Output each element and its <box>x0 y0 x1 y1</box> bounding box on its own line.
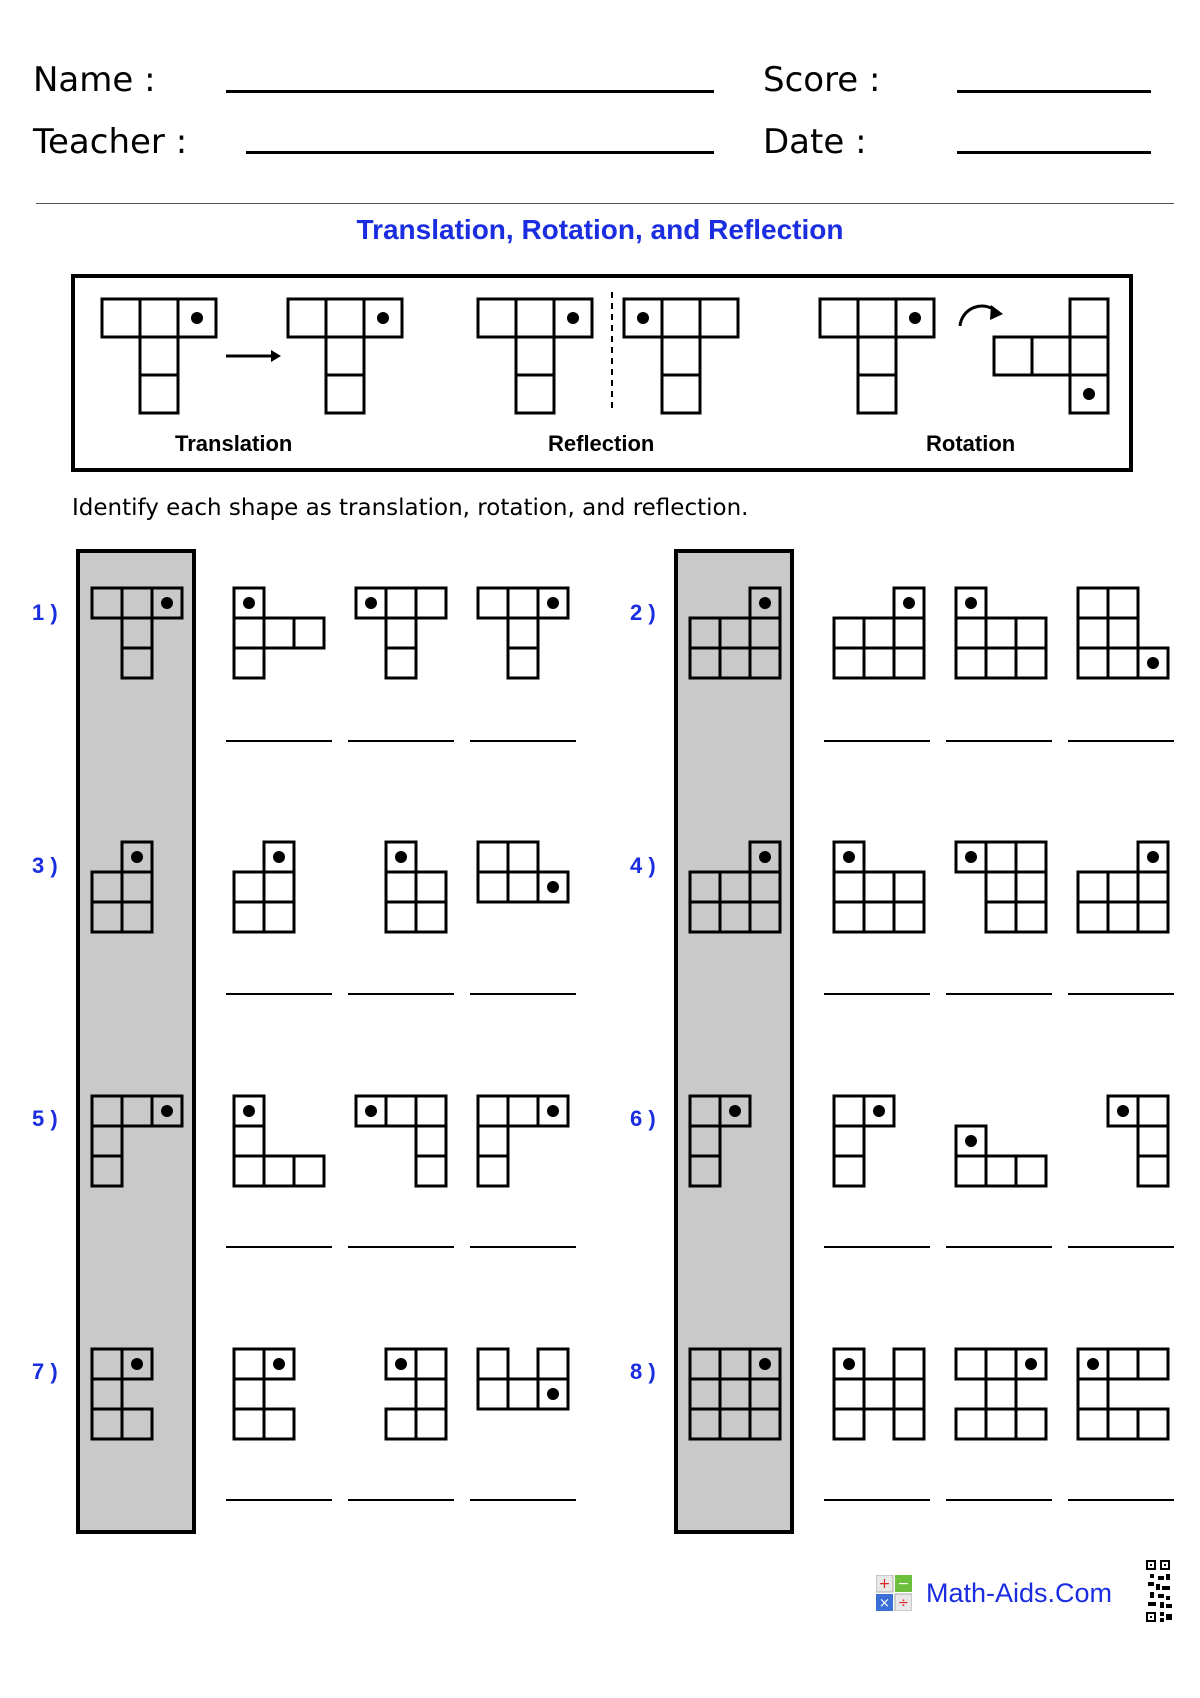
shape-cell <box>1016 902 1046 932</box>
shape-cell <box>690 1409 720 1439</box>
shape-cell <box>122 1409 152 1439</box>
shape-cell <box>122 588 152 618</box>
candidate-shape <box>956 1349 1046 1439</box>
shape-cell <box>834 1409 864 1439</box>
shape-cell <box>1108 1349 1138 1379</box>
shape-dot <box>759 851 771 863</box>
shape-cell <box>720 618 750 648</box>
shape-cell <box>294 1156 324 1186</box>
shape-cell <box>1016 1156 1046 1186</box>
question-number: 4 ) <box>630 853 656 878</box>
shape-cell <box>864 872 894 902</box>
page-title: Translation, Rotation, and Reflection <box>356 214 844 245</box>
shape-cell <box>720 648 750 678</box>
shape-dot <box>873 1105 885 1117</box>
candidate-shape <box>234 842 294 932</box>
original-shape <box>92 1096 182 1186</box>
shape-cell <box>750 902 780 932</box>
candidate-shape <box>356 1096 446 1186</box>
question-number: 5 ) <box>32 1106 58 1131</box>
shape-dot <box>547 881 559 893</box>
shape-cell <box>1078 1379 1108 1409</box>
candidate-shape <box>386 842 446 932</box>
shape-cell <box>986 1349 1016 1379</box>
answer-line[interactable] <box>946 1499 1052 1501</box>
shape-cell <box>1108 1409 1138 1439</box>
shape-cell <box>234 1156 264 1186</box>
candidate-shape <box>956 842 1046 932</box>
candidate-shape <box>478 842 568 902</box>
shape-cell <box>986 842 1016 872</box>
svg-text:−: − <box>897 1576 910 1592</box>
shape-cell <box>416 1409 446 1439</box>
shape-cell <box>478 872 508 902</box>
shape-cell <box>720 872 750 902</box>
answer-line[interactable] <box>824 1246 930 1248</box>
question-number: 2 ) <box>630 600 656 625</box>
candidate-shape <box>1108 1096 1168 1186</box>
shape-cell <box>508 618 538 648</box>
shape-cell <box>864 902 894 932</box>
shape-cell <box>1138 1349 1168 1379</box>
shape-cell <box>122 1096 152 1126</box>
shape-cell <box>1016 618 1046 648</box>
shape-cell <box>864 1379 894 1409</box>
shape-cell <box>750 872 780 902</box>
candidate-shape <box>234 588 324 678</box>
shape-cell <box>538 1349 568 1379</box>
shape-cell <box>416 872 446 902</box>
footer-site-link[interactable]: Math-Aids.Com <box>926 1578 1113 1608</box>
candidate-shape <box>478 1096 568 1186</box>
answer-line[interactable] <box>470 740 576 742</box>
shape-cell <box>894 1349 924 1379</box>
shape-cell <box>264 618 294 648</box>
shape-cell <box>894 1379 924 1409</box>
original-shape <box>690 1096 750 1186</box>
shape-cell <box>834 902 864 932</box>
qr-code-icon <box>1146 1560 1172 1622</box>
shape-cell <box>894 1409 924 1439</box>
shape-cell <box>386 872 416 902</box>
shape-dot <box>965 597 977 609</box>
shape-cell <box>986 1379 1016 1409</box>
shape-cell <box>834 648 864 678</box>
shape-cell <box>508 842 538 872</box>
shape-dot <box>547 597 559 609</box>
question-number: 1 ) <box>32 600 58 625</box>
shape-cell <box>956 1349 986 1379</box>
shape-dot <box>903 597 915 609</box>
shape-cell <box>234 1349 264 1379</box>
shape-cell <box>1078 1409 1108 1439</box>
shape-cell <box>1016 648 1046 678</box>
shape-cell <box>1108 648 1138 678</box>
question-number: 7 ) <box>32 1359 58 1384</box>
shape-cell <box>1138 1126 1168 1156</box>
shape-cell <box>894 648 924 678</box>
shape-cell <box>122 648 152 678</box>
instructions: Identify each shape as translation, rotation, and reflection. <box>72 495 749 521</box>
shape-cell <box>92 1156 122 1186</box>
shape-cell <box>986 1156 1016 1186</box>
shape-cell <box>834 1126 864 1156</box>
shape-dot <box>131 1358 143 1370</box>
candidate-shape <box>478 1349 568 1409</box>
shape-cell <box>956 618 986 648</box>
shape-dot <box>1147 851 1159 863</box>
shape-dot <box>729 1105 741 1117</box>
shape-cell <box>386 1096 416 1126</box>
shape-dot <box>1087 1358 1099 1370</box>
shape-cell <box>834 618 864 648</box>
candidate-shape <box>234 1096 324 1186</box>
shape-cell <box>690 902 720 932</box>
shape-cell <box>416 1349 446 1379</box>
shape-dot <box>273 1358 285 1370</box>
candidate-shape <box>834 1349 924 1439</box>
shape-cell <box>1108 588 1138 618</box>
shape-cell <box>690 1349 720 1379</box>
shape-cell <box>234 1126 264 1156</box>
shape-cell <box>750 618 780 648</box>
shape-cell <box>508 1096 538 1126</box>
name-label: Name : <box>33 60 156 100</box>
shape-cell <box>478 1349 508 1379</box>
answer-line[interactable] <box>470 993 576 995</box>
answer-line[interactable] <box>946 993 1052 995</box>
shape-cell <box>386 648 416 678</box>
shape-cell <box>690 1156 720 1186</box>
shape-cell <box>508 588 538 618</box>
shape-cell <box>894 618 924 648</box>
shape-dot <box>395 1358 407 1370</box>
candidate-shape <box>386 1349 446 1439</box>
answer-line[interactable] <box>1068 1246 1174 1248</box>
shape-cell <box>986 1409 1016 1439</box>
shape-cell <box>264 1409 294 1439</box>
original-shape <box>690 1349 780 1439</box>
shape-dot <box>1025 1358 1037 1370</box>
shape-cell <box>416 1156 446 1186</box>
answer-line[interactable] <box>226 1246 332 1248</box>
shape-cell <box>956 1409 986 1439</box>
shape-cell <box>122 618 152 648</box>
shape-cell <box>750 648 780 678</box>
candidate-shape <box>834 588 924 678</box>
shape-cell <box>720 1349 750 1379</box>
candidate-shape <box>956 588 1046 678</box>
shape-dot <box>1147 657 1159 669</box>
shape-cell <box>416 902 446 932</box>
answer-line[interactable] <box>1068 1499 1174 1501</box>
shape-cell <box>234 1379 264 1409</box>
shape-cell <box>1138 1156 1168 1186</box>
shape-cell <box>834 872 864 902</box>
shape-cell <box>956 1156 986 1186</box>
shape-cell <box>234 618 264 648</box>
shape-cell <box>834 1156 864 1186</box>
shape-cell <box>122 902 152 932</box>
shape-dot <box>547 1388 559 1400</box>
answer-line[interactable] <box>348 740 454 742</box>
date-label: Date : <box>763 122 867 162</box>
shape-cell <box>478 1126 508 1156</box>
original-shape <box>92 1349 152 1439</box>
shape-dot <box>965 851 977 863</box>
shape-dot <box>759 597 771 609</box>
answer-line[interactable] <box>824 1499 930 1501</box>
shape-dot <box>547 1105 559 1117</box>
shape-cell <box>1016 842 1046 872</box>
shape-cell <box>1138 902 1168 932</box>
answer-line[interactable] <box>1068 740 1174 742</box>
shape-cell <box>264 902 294 932</box>
candidate-shape <box>1078 588 1168 678</box>
shape-cell <box>834 1379 864 1409</box>
shape-cell <box>1108 902 1138 932</box>
shape-cell <box>690 648 720 678</box>
shape-cell <box>234 648 264 678</box>
shape-cell <box>986 648 1016 678</box>
answer-line[interactable] <box>348 1246 454 1248</box>
candidate-shape <box>1078 1349 1168 1439</box>
shape-cell <box>264 1156 294 1186</box>
candidate-shape <box>356 588 446 678</box>
shape-dot <box>843 851 855 863</box>
shape-cell <box>690 872 720 902</box>
shape-cell <box>1078 648 1108 678</box>
shape-cell <box>1078 588 1108 618</box>
shape-cell <box>690 618 720 648</box>
shape-cell <box>386 588 416 618</box>
shape-cell <box>234 1409 264 1439</box>
shape-cell <box>478 588 508 618</box>
shape-cell <box>416 588 446 618</box>
shape-cell <box>690 1379 720 1409</box>
shape-cell <box>894 902 924 932</box>
shape-cell <box>386 1409 416 1439</box>
shape-cell <box>92 1349 122 1379</box>
candidate-shape <box>234 1349 294 1439</box>
shape-cell <box>234 902 264 932</box>
shape-cell <box>416 1379 446 1409</box>
shape-cell <box>294 618 324 648</box>
question-number: 6 ) <box>630 1106 656 1131</box>
original-shape <box>690 588 780 678</box>
shape-cell <box>1078 618 1108 648</box>
candidate-shape <box>478 588 568 678</box>
shape-cell <box>720 1409 750 1439</box>
shape-dot <box>131 851 143 863</box>
shape-cell <box>690 1096 720 1126</box>
shape-dot <box>365 597 377 609</box>
shape-cell <box>92 588 122 618</box>
shape-cell <box>750 1409 780 1439</box>
shape-cell <box>416 1126 446 1156</box>
candidate-shape <box>956 1126 1046 1186</box>
shape-cell <box>92 902 122 932</box>
shape-cell <box>1078 872 1108 902</box>
shape-cell <box>750 1379 780 1409</box>
shape-cell <box>1138 1409 1168 1439</box>
shape-cell <box>92 1126 122 1156</box>
original-shape <box>690 842 780 932</box>
shape-cell <box>234 872 264 902</box>
shape-dot <box>161 1105 173 1117</box>
shape-cell <box>1016 1409 1046 1439</box>
shape-cell <box>690 1126 720 1156</box>
shape-cell <box>508 872 538 902</box>
answer-line[interactable] <box>226 740 332 742</box>
candidate-shape <box>834 842 924 932</box>
shape-dot <box>273 851 285 863</box>
answer-line[interactable] <box>946 740 1052 742</box>
shape-cell <box>92 1379 122 1409</box>
translation-label: Translation <box>175 431 293 456</box>
shape-cell <box>386 618 416 648</box>
answer-line[interactable] <box>470 1499 576 1501</box>
shape-cell <box>1138 872 1168 902</box>
shape-cell <box>864 648 894 678</box>
answer-line[interactable] <box>824 993 930 995</box>
shape-dot <box>1117 1105 1129 1117</box>
shape-cell <box>508 648 538 678</box>
svg-text:+: + <box>878 1576 891 1592</box>
rotation-label: Rotation <box>926 431 1016 456</box>
shape-cell <box>508 1379 538 1409</box>
question-number: 3 ) <box>32 853 58 878</box>
shape-dot <box>395 851 407 863</box>
shape-dot <box>243 1105 255 1117</box>
answer-line[interactable] <box>348 1499 454 1501</box>
candidate-shape <box>834 1096 894 1186</box>
score-label: Score : <box>763 60 881 100</box>
original-shape <box>92 588 182 678</box>
shape-dot <box>759 1358 771 1370</box>
answer-line[interactable] <box>348 993 454 995</box>
shape-cell <box>478 1379 508 1409</box>
answer-line[interactable] <box>946 1246 1052 1248</box>
svg-text:÷: ÷ <box>898 1596 909 1611</box>
shape-cell <box>122 872 152 902</box>
answer-line[interactable] <box>1068 993 1174 995</box>
shape-dot <box>965 1135 977 1147</box>
shape-cell <box>92 1409 122 1439</box>
shape-dot <box>161 597 173 609</box>
question-number: 8 ) <box>630 1359 656 1384</box>
shape-cell <box>834 1096 864 1126</box>
candidate-shape <box>1078 842 1168 932</box>
shape-cell <box>264 872 294 902</box>
shape-cell <box>478 1156 508 1186</box>
shape-cell <box>1108 872 1138 902</box>
answer-line[interactable] <box>470 1246 576 1248</box>
svg-text:×: × <box>879 1596 890 1611</box>
shape-cell <box>92 872 122 902</box>
calculator-logo-icon <box>876 1575 912 1611</box>
shape-dot <box>843 1358 855 1370</box>
shape-cell <box>720 902 750 932</box>
shape-cell <box>416 1096 446 1126</box>
answer-line[interactable] <box>824 740 930 742</box>
shape-cell <box>864 618 894 648</box>
shape-cell <box>1016 872 1046 902</box>
shape-cell <box>986 902 1016 932</box>
shape-cell <box>894 872 924 902</box>
shape-dot <box>243 597 255 609</box>
shape-cell <box>1108 618 1138 648</box>
shape-cell <box>478 842 508 872</box>
shape-cell <box>386 902 416 932</box>
shape-cell <box>986 618 1016 648</box>
shape-dot <box>365 1105 377 1117</box>
shape-cell <box>1078 902 1108 932</box>
shape-cell <box>1138 1096 1168 1126</box>
teacher-label: Teacher : <box>33 122 188 162</box>
reflection-label: Reflection <box>548 431 655 456</box>
answer-line[interactable] <box>226 1499 332 1501</box>
shape-cell <box>986 872 1016 902</box>
shape-cell <box>478 1096 508 1126</box>
shape-cell <box>92 1096 122 1126</box>
answer-line[interactable] <box>226 993 332 995</box>
shape-cell <box>956 648 986 678</box>
original-shape <box>92 842 152 932</box>
